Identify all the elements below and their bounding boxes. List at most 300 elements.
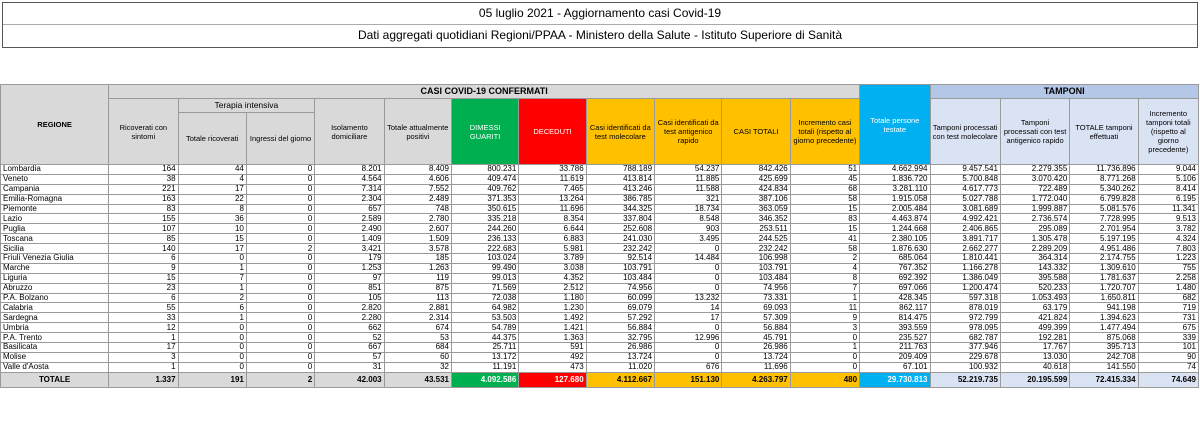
- table-cell: 409.762: [451, 184, 518, 194]
- table-cell: 3.782: [1138, 224, 1198, 234]
- table-cell: 11.619: [519, 174, 586, 184]
- col-incremento-casi: Incremento casi totali (rispetto al giorno precedente): [790, 99, 859, 165]
- table-cell: 3: [109, 352, 178, 362]
- table-cell: 862.117: [860, 303, 930, 313]
- table-cell: 15: [790, 224, 859, 234]
- table-cell: 58: [790, 244, 859, 254]
- table-cell: 85: [109, 234, 178, 244]
- table-cell: 393.559: [860, 323, 930, 333]
- table-cell: 17: [109, 343, 178, 353]
- table-cell: 1.309.610: [1070, 263, 1138, 273]
- table-cell: 1.915.058: [860, 194, 930, 204]
- table-cell: 0: [246, 303, 314, 313]
- table-cell: 520.233: [1000, 283, 1069, 293]
- totals-cell: 74.649: [1138, 372, 1198, 387]
- table-cell: 57.292: [586, 313, 654, 323]
- table-cell: 346.352: [722, 214, 790, 224]
- table-cell: 4.463.874: [860, 214, 930, 224]
- table-cell: 2.662.277: [930, 244, 1000, 254]
- report-title: 05 luglio 2021 - Aggiornamento casi Covid-19: [3, 3, 1197, 25]
- table-cell: 1: [178, 283, 246, 293]
- table-cell: 53.503: [451, 313, 518, 323]
- col-tamponi-antigenico: Tamponi processati con test antigenico rapido: [1000, 99, 1069, 165]
- table-cell: 662: [315, 323, 384, 333]
- table-cell: 32: [384, 362, 451, 372]
- col-deceduti: DECEDUTI: [519, 99, 586, 165]
- table-cell: 0: [655, 352, 722, 362]
- table-cell: 2.406.865: [930, 224, 1000, 234]
- table-row: [1, 323, 1199, 333]
- table-cell: 339: [1138, 333, 1198, 343]
- table-cell: 0: [246, 224, 314, 234]
- table-cell: 5.197.195: [1070, 234, 1138, 244]
- table-cell: 11.696: [519, 204, 586, 214]
- table-cell: 74: [1138, 362, 1198, 372]
- table-cell: 221: [109, 184, 178, 194]
- region-name: Puglia: [1, 224, 109, 234]
- table-cell: 2.736.574: [1000, 214, 1069, 224]
- table-cell: 2.489: [384, 194, 451, 204]
- table-cell: 409.474: [451, 174, 518, 184]
- table-cell: 64.982: [451, 303, 518, 313]
- table-cell: 395.588: [1000, 273, 1069, 283]
- table-cell: 17: [178, 184, 246, 194]
- col-tamponi-molecolare: Tamponi processati con test molecolare: [930, 99, 1000, 165]
- table-cell: 71.569: [451, 283, 518, 293]
- table-cell: 2.607: [384, 224, 451, 234]
- table-row: [1, 293, 1199, 303]
- table-cell: 4.564: [315, 174, 384, 184]
- table-cell: 3.281.110: [860, 184, 930, 194]
- group-tamponi: TAMPONI: [930, 85, 1199, 99]
- table-cell: 141.550: [1070, 362, 1138, 372]
- table-cell: 1: [178, 313, 246, 323]
- table-cell: 60: [384, 352, 451, 362]
- table-cell: 17.767: [1000, 343, 1069, 353]
- table-cell: 748: [384, 204, 451, 214]
- table-cell: 4.662.994: [860, 165, 930, 175]
- totals-cell: 4.263.797: [722, 372, 790, 387]
- table-cell: 363.059: [722, 204, 790, 214]
- region-name: Marche: [1, 263, 109, 273]
- table-cell: 106.998: [722, 254, 790, 264]
- table-cell: 2.589: [315, 214, 384, 224]
- table-cell: 0: [178, 254, 246, 264]
- table-cell: 14.484: [655, 254, 722, 264]
- table-cell: 2: [178, 293, 246, 303]
- table-cell: 1.244.668: [860, 224, 930, 234]
- table-cell: 8: [790, 273, 859, 283]
- table-cell: 22: [178, 194, 246, 204]
- table-cell: 1: [178, 263, 246, 273]
- table-cell: 6.799.828: [1070, 194, 1138, 204]
- table-cell: 3: [790, 323, 859, 333]
- table-cell: 83: [790, 214, 859, 224]
- table-cell: 0: [246, 333, 314, 343]
- table-cell: 364.314: [1000, 254, 1069, 264]
- col-casi-totali: CASI TOTALI: [722, 99, 790, 165]
- table-cell: 5.981: [519, 244, 586, 254]
- table-cell: 2.490: [315, 224, 384, 234]
- table-cell: 105: [315, 293, 384, 303]
- table-cell: 395.713: [1070, 343, 1138, 353]
- table-cell: 56.884: [722, 323, 790, 333]
- table-cell: 2.820: [315, 303, 384, 313]
- table-cell: 26.986: [586, 343, 654, 353]
- table-cell: 38: [109, 174, 178, 184]
- table-row: [1, 184, 1199, 194]
- table-cell: 0: [246, 234, 314, 244]
- table-cell: 682: [1138, 293, 1198, 303]
- table-cell: 3.789: [519, 254, 586, 264]
- group-terapia-intensiva: Terapia intensiva: [178, 99, 315, 113]
- table-cell: 9: [790, 313, 859, 323]
- table-cell: 83: [109, 204, 178, 214]
- table-cell: 7.552: [384, 184, 451, 194]
- table-cell: 0: [655, 283, 722, 293]
- table-cell: 3.421: [315, 244, 384, 254]
- table-cell: 1.180: [519, 293, 586, 303]
- table-cell: 1.305.478: [1000, 234, 1069, 244]
- table-cell: 421.824: [1000, 313, 1069, 323]
- table-cell: 12.996: [655, 333, 722, 343]
- table-cell: 143.332: [1000, 263, 1069, 273]
- table-cell: 3.578: [384, 244, 451, 254]
- table-cell: 1.166.278: [930, 263, 1000, 273]
- table-cell: 7.728.995: [1070, 214, 1138, 224]
- table-cell: 72.038: [451, 293, 518, 303]
- table-cell: 337.804: [586, 214, 654, 224]
- table-cell: 1.223: [1138, 254, 1198, 264]
- table-cell: 682.787: [930, 333, 1000, 343]
- table-cell: 972.799: [930, 313, 1000, 323]
- totals-cell: 52.219.735: [930, 372, 1000, 387]
- totals-label: TOTALE: [1, 372, 109, 387]
- table-cell: 31: [315, 362, 384, 372]
- table-cell: 7.465: [519, 184, 586, 194]
- table-row: [1, 194, 1199, 204]
- table-cell: 1.650.811: [1070, 293, 1138, 303]
- table-cell: 2.174.755: [1070, 254, 1138, 264]
- totals-cell: 43.531: [384, 372, 451, 387]
- table-row: [1, 234, 1199, 244]
- table-cell: 11.885: [655, 174, 722, 184]
- table-cell: 0: [655, 323, 722, 333]
- region-name: Calabria: [1, 303, 109, 313]
- col-dimessi-guariti: DIMESSI GUARITI: [451, 99, 518, 165]
- table-cell: 101: [1138, 343, 1198, 353]
- table-cell: 17: [655, 313, 722, 323]
- table-cell: 1.386.049: [930, 273, 1000, 283]
- table-cell: 9.457.541: [930, 165, 1000, 175]
- table-cell: 52: [315, 333, 384, 343]
- table-cell: 978.095: [930, 323, 1000, 333]
- table-cell: 13.172: [451, 352, 518, 362]
- table-cell: 1.480: [1138, 283, 1198, 293]
- table-cell: 3.891.717: [930, 234, 1000, 244]
- table-cell: 8.409: [384, 165, 451, 175]
- region-name: Sardegna: [1, 313, 109, 323]
- table-row: [1, 303, 1199, 313]
- table-cell: 371.353: [451, 194, 518, 204]
- table-cell: 0: [246, 184, 314, 194]
- table-cell: 7: [790, 283, 859, 293]
- table-cell: 36: [178, 214, 246, 224]
- table-cell: 2.279.355: [1000, 165, 1069, 175]
- table-cell: 58: [790, 194, 859, 204]
- table-cell: 0: [178, 323, 246, 333]
- totals-cell: 1.337: [109, 372, 178, 387]
- table-cell: 41: [790, 234, 859, 244]
- table-cell: 0: [790, 362, 859, 372]
- table-cell: 1.772.040: [1000, 194, 1069, 204]
- table-cell: 3.081.689: [930, 204, 1000, 214]
- table-cell: 12: [109, 323, 178, 333]
- table-cell: 57: [315, 352, 384, 362]
- table-cell: 941.198: [1070, 303, 1138, 313]
- totals-cell: 72.415.334: [1070, 372, 1138, 387]
- table-row: [1, 244, 1199, 254]
- table-cell: 0: [246, 313, 314, 323]
- table-cell: 0: [178, 362, 246, 372]
- table-cell: 25.711: [451, 343, 518, 353]
- table-cell: 244.525: [722, 234, 790, 244]
- table-cell: 99.490: [451, 263, 518, 273]
- table-cell: 731: [1138, 313, 1198, 323]
- table-cell: 185: [384, 254, 451, 264]
- table-cell: 2.881: [384, 303, 451, 313]
- table-cell: 0: [178, 352, 246, 362]
- table-cell: 0: [655, 263, 722, 273]
- table-cell: 1.421: [519, 323, 586, 333]
- table-cell: 8.354: [519, 214, 586, 224]
- table-row: [1, 352, 1199, 362]
- table-row: [1, 224, 1199, 234]
- totals-cell: 480: [790, 372, 859, 387]
- table-cell: 0: [246, 283, 314, 293]
- table-cell: 103.024: [451, 254, 518, 264]
- table-cell: 4.992.421: [930, 214, 1000, 224]
- region-name: P.A. Bolzano: [1, 293, 109, 303]
- table-cell: 69.093: [722, 303, 790, 313]
- table-cell: 1.720.707: [1070, 283, 1138, 293]
- table-cell: 755: [1138, 263, 1198, 273]
- table-row: [1, 343, 1199, 353]
- table-row: [1, 214, 1199, 224]
- table-cell: 788.189: [586, 165, 654, 175]
- table-cell: 7.314: [315, 184, 384, 194]
- table-cell: 903: [655, 224, 722, 234]
- table-cell: 23: [109, 283, 178, 293]
- table-cell: 1.200.474: [930, 283, 1000, 293]
- region-name: Toscana: [1, 234, 109, 244]
- table-cell: 1.394.623: [1070, 313, 1138, 323]
- table-cell: 697.066: [860, 283, 930, 293]
- table-cell: 5.340.262: [1070, 184, 1138, 194]
- table-cell: 232.242: [722, 244, 790, 254]
- table-cell: 74.956: [586, 283, 654, 293]
- table-cell: 100.932: [930, 362, 1000, 372]
- group-casi-confermati: CASI COVID-19 CONFERMATI: [109, 85, 860, 99]
- region-name: Sicilia: [1, 244, 109, 254]
- table-cell: 0: [246, 343, 314, 353]
- table-cell: 875.068: [1070, 333, 1138, 343]
- region-name: Lombardia: [1, 165, 109, 175]
- table-cell: 9.513: [1138, 214, 1198, 224]
- table-cell: 8.548: [655, 214, 722, 224]
- table-cell: 26.986: [722, 343, 790, 353]
- table-body: [1, 165, 1199, 373]
- table-cell: 54.237: [655, 165, 722, 175]
- report-subtitle: Dati aggregati quotidiani Regioni/PPAA - Ministero della Salute - Istituto Superiore di Sanità: [357, 28, 843, 42]
- table-cell: 591: [519, 343, 586, 353]
- table-cell: 685.064: [860, 254, 930, 264]
- table-cell: 209.409: [860, 352, 930, 362]
- table-cell: 57.309: [722, 313, 790, 323]
- table-cell: 13.030: [1000, 352, 1069, 362]
- table-cell: 0: [246, 214, 314, 224]
- table-cell: 692.392: [860, 273, 930, 283]
- table-cell: 45.791: [722, 333, 790, 343]
- region-name: Campania: [1, 184, 109, 194]
- table-cell: 0: [655, 244, 722, 254]
- table-cell: 140: [109, 244, 178, 254]
- table-cell: 3.070.420: [1000, 174, 1069, 184]
- table-cell: 473: [519, 362, 586, 372]
- table-cell: 63.179: [1000, 303, 1069, 313]
- table-cell: 13.724: [722, 352, 790, 362]
- table-cell: 1.492: [519, 313, 586, 323]
- table-cell: 3.038: [519, 263, 586, 273]
- table-cell: 18.734: [655, 204, 722, 214]
- report-header: [2, 2, 1198, 48]
- table-cell: 4.606: [384, 174, 451, 184]
- table-cell: 0: [246, 165, 314, 175]
- table-cell: 335.218: [451, 214, 518, 224]
- table-cell: 103.791: [586, 263, 654, 273]
- table-cell: 424.834: [722, 184, 790, 194]
- table-cell: 4.352: [519, 273, 586, 283]
- table-cell: 1: [790, 343, 859, 353]
- table-cell: 74.956: [722, 283, 790, 293]
- region-name: Piemonte: [1, 204, 109, 214]
- table-cell: 103.484: [722, 273, 790, 283]
- table-cell: 67.101: [860, 362, 930, 372]
- table-cell: 413.814: [586, 174, 654, 184]
- table-cell: 2.280: [315, 313, 384, 323]
- table-cell: 5.081.576: [1070, 204, 1138, 214]
- table-cell: 4: [790, 263, 859, 273]
- table-row: [1, 273, 1199, 283]
- table-cell: 97: [315, 273, 384, 283]
- table-cell: 851: [315, 283, 384, 293]
- table-cell: 2.701.954: [1070, 224, 1138, 234]
- table-cell: 6: [178, 303, 246, 313]
- table-cell: 0: [790, 333, 859, 343]
- table-cell: 767.352: [860, 263, 930, 273]
- table-cell: 232.242: [586, 244, 654, 254]
- table-cell: 428.345: [860, 293, 930, 303]
- table-cell: 10: [178, 224, 246, 234]
- table-cell: 4: [178, 174, 246, 184]
- table-cell: 1.509: [384, 234, 451, 244]
- table-cell: 386.785: [586, 194, 654, 204]
- table-cell: 32.795: [586, 333, 654, 343]
- table-cell: 40.618: [1000, 362, 1069, 372]
- table-cell: 11.341: [1138, 204, 1198, 214]
- table-cell: 800.231: [451, 165, 518, 175]
- table-cell: 11.736.896: [1070, 165, 1138, 175]
- region-name: Veneto: [1, 174, 109, 184]
- table-cell: 377.946: [930, 343, 1000, 353]
- table-row: [1, 263, 1199, 273]
- table-cell: 11.191: [451, 362, 518, 372]
- table-cell: 0: [246, 194, 314, 204]
- table-cell: 44.375: [451, 333, 518, 343]
- table-cell: 211.763: [860, 343, 930, 353]
- table-cell: 14: [655, 303, 722, 313]
- table-cell: 8.201: [315, 165, 384, 175]
- table-cell: 2.780: [384, 214, 451, 224]
- table-cell: 2.380.105: [860, 234, 930, 244]
- table-cell: 676: [655, 362, 722, 372]
- table-cell: 155: [109, 214, 178, 224]
- table-cell: 2.304: [315, 194, 384, 204]
- region-name: Valle d'Aosta: [1, 362, 109, 372]
- region-name: P.A. Trento: [1, 333, 109, 343]
- table-cell: 8: [178, 204, 246, 214]
- table-cell: 0: [246, 293, 314, 303]
- totals-cell: 191: [178, 372, 246, 387]
- table-cell: 1.263: [384, 263, 451, 273]
- table-cell: 875: [384, 283, 451, 293]
- table-cell: 0: [655, 273, 722, 283]
- table-cell: 2: [790, 254, 859, 264]
- table-row: [1, 165, 1199, 175]
- table-cell: 499.399: [1000, 323, 1069, 333]
- table-cell: 0: [246, 323, 314, 333]
- col-test-antigenico: Casi identificati da test antigenico rapido: [655, 99, 722, 165]
- table-row: [1, 254, 1199, 264]
- table-cell: 2.289.209: [1000, 244, 1069, 254]
- table-cell: 13.232: [655, 293, 722, 303]
- table-cell: 9.044: [1138, 165, 1198, 175]
- table-cell: 1.836.720: [860, 174, 930, 184]
- table-cell: 7.803: [1138, 244, 1198, 254]
- table-cell: 0: [246, 352, 314, 362]
- table-cell: 675: [1138, 323, 1198, 333]
- table-cell: 344.325: [586, 204, 654, 214]
- table-cell: 492: [519, 352, 586, 362]
- table-cell: 17: [178, 244, 246, 254]
- totals-cell: 29.730.813: [860, 372, 930, 387]
- table-cell: 33: [109, 313, 178, 323]
- table-cell: 33.786: [519, 165, 586, 175]
- table-cell: 222.683: [451, 244, 518, 254]
- totals-cell: 20.195.599: [1000, 372, 1069, 387]
- table-cell: 1.253: [315, 263, 384, 273]
- table-cell: 2.005.484: [860, 204, 930, 214]
- totals-row: [1, 372, 1199, 387]
- table-cell: 68: [790, 184, 859, 194]
- col-isolamento: Isolamento domiciliare: [315, 99, 384, 165]
- table-cell: 6.195: [1138, 194, 1198, 204]
- table-row: [1, 313, 1199, 323]
- region-name: Liguria: [1, 273, 109, 283]
- table-cell: 1.999.887: [1000, 204, 1069, 214]
- table-cell: 44: [178, 165, 246, 175]
- totals-cell: 127.680: [519, 372, 586, 387]
